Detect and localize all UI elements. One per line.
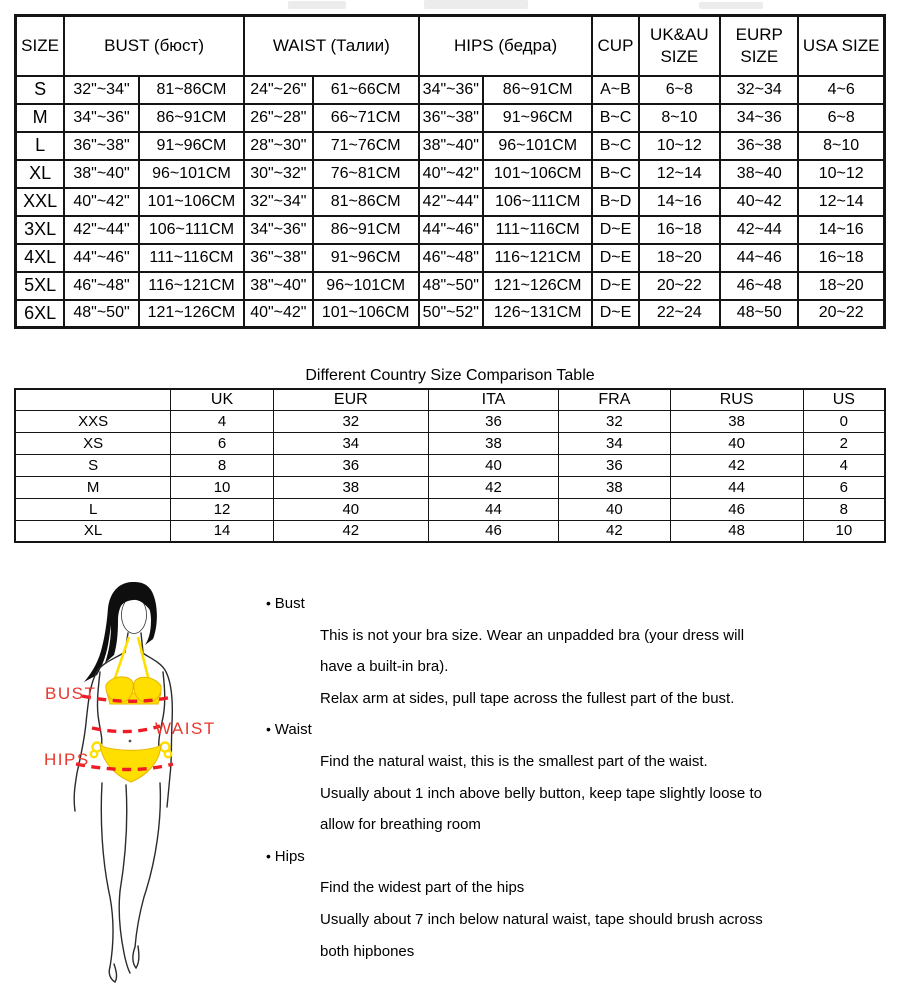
size-chart-cell: 36~38: [720, 132, 798, 160]
size-chart-cell: 16~18: [639, 216, 721, 244]
size-chart-cell: 46~48: [720, 272, 798, 300]
size-chart-cell: 32~34: [720, 76, 798, 104]
comparison-table-cell: 8: [171, 454, 274, 476]
comparison-table-row: [15, 498, 885, 520]
note-line: Find the widest part of the hips: [320, 879, 525, 897]
comparison-table-cell: 4: [171, 410, 274, 432]
comparison-table-cell: 34: [559, 432, 670, 454]
size-chart-cell: 106~111CM: [483, 188, 592, 216]
note-line: This is not your bra size. Wear an unpadded bra (your dress will: [320, 626, 745, 644]
size-chart-cell: B~C: [592, 104, 638, 132]
note-section-title: • Waist: [263, 714, 895, 746]
comparison-table: [14, 388, 886, 543]
watermark-smudge: [424, 0, 528, 9]
size-chart-header-cell: WAIST (Талии): [244, 16, 419, 76]
size-chart-header-cell: SIZE: [16, 16, 65, 76]
size-chart-cell: 36"~38": [244, 244, 313, 272]
comparison-table-header: [15, 389, 885, 410]
note-section-title: • Bust: [263, 588, 895, 620]
size-chart-cell: 40"~42": [244, 300, 313, 328]
size-chart-cell: 5XL: [16, 272, 65, 300]
size-chart-cell: 101~106CM: [139, 188, 244, 216]
comparison-table-cell: 46: [428, 520, 558, 542]
comparison-table-cell: 0: [803, 410, 885, 432]
size-chart-cell: A~B: [592, 76, 638, 104]
size-chart-cell: 81~86CM: [139, 76, 244, 104]
comparison-table-cell: 40: [428, 454, 558, 476]
comparison-table-header-cell: RUS: [670, 389, 803, 410]
comparison-table-row: [15, 410, 885, 432]
comparison-table-cell: 42: [559, 520, 670, 542]
size-chart-cell: 46"~48": [64, 272, 139, 300]
size-chart-cell: 20~22: [798, 300, 884, 328]
size-chart-cell: 18~20: [639, 244, 721, 272]
size-chart-cell: 40~42: [720, 188, 798, 216]
size-chart-cell: 10~12: [639, 132, 721, 160]
size-chart-cell: XXL: [16, 188, 65, 216]
size-chart-cell: 81~86CM: [313, 188, 419, 216]
note-line: Usually about 1 inch above belly button, keep tape slightly loose to: [320, 784, 762, 802]
size-chart-cell: 32"~34": [244, 188, 313, 216]
size-chart-cell: D~E: [592, 216, 638, 244]
comparison-table-cell: 40: [670, 432, 803, 454]
size-chart-cell: 91~96CM: [483, 104, 592, 132]
comparison-table-body: [15, 410, 885, 542]
size-chart-cell: 3XL: [16, 216, 65, 244]
size-chart-cell: D~E: [592, 272, 638, 300]
size-chart-cell: S: [16, 76, 65, 104]
figure-hips-label: HIPS: [44, 750, 90, 769]
size-chart-cell: 18~20: [798, 272, 884, 300]
comparison-table-header-cell: ITA: [428, 389, 558, 410]
comparison-table-cell: 4: [803, 454, 885, 476]
size-chart-cell: 10~12: [798, 160, 884, 188]
size-chart-row: [16, 104, 885, 132]
comparison-table-cell: XS: [15, 432, 171, 454]
comparison-table-cell: 36: [428, 410, 558, 432]
comparison-table-cell: 32: [559, 410, 670, 432]
size-chart-cell: 91~96CM: [313, 244, 419, 272]
bikini-bottom: [91, 743, 171, 783]
size-chart-cell: 111~116CM: [139, 244, 244, 272]
size-chart-cell: M: [16, 104, 65, 132]
size-chart-row: [16, 160, 885, 188]
size-chart-cell: 38"~40": [419, 132, 483, 160]
size-chart-cell: 32"~34": [64, 76, 139, 104]
comparison-table-cell: 14: [171, 520, 274, 542]
comparison-table-cell: 34: [273, 432, 428, 454]
comparison-table-cell: S: [15, 454, 171, 476]
size-chart-table: [14, 14, 886, 329]
size-chart-cell: 38"~40": [64, 160, 139, 188]
size-chart-cell: 48"~50": [64, 300, 139, 328]
size-chart-cell: 36"~38": [419, 104, 483, 132]
figure-waist-label: WAIST: [155, 719, 216, 738]
size-chart-cell: 8~10: [798, 132, 884, 160]
comparison-table-cell: 6: [803, 476, 885, 498]
size-chart-cell: 30"~32": [244, 160, 313, 188]
size-chart-cell: L: [16, 132, 65, 160]
size-chart-cell: 121~126CM: [139, 300, 244, 328]
size-chart-cell: 71~76CM: [313, 132, 419, 160]
size-chart-cell: 28"~30": [244, 132, 313, 160]
size-chart-cell: 4~6: [798, 76, 884, 104]
comparison-table-cell: 38: [559, 476, 670, 498]
size-chart-header: [16, 16, 885, 76]
size-chart-cell: 38"~40": [244, 272, 313, 300]
size-chart-cell: 121~126CM: [483, 272, 592, 300]
size-chart-cell: 44~46: [720, 244, 798, 272]
measurement-figure: [20, 575, 250, 985]
comparison-table-cell: 6: [171, 432, 274, 454]
size-chart-cell: 4XL: [16, 244, 65, 272]
size-chart-cell: 34~36: [720, 104, 798, 132]
size-chart-cell: 12~14: [798, 188, 884, 216]
size-chart-cell: 34"~36": [244, 216, 313, 244]
watermark-smudge: [288, 1, 346, 9]
navel-dot: [129, 740, 132, 743]
size-chart-cell: 66~71CM: [313, 104, 419, 132]
note-line: both hipbones: [320, 942, 415, 960]
size-chart-row: [16, 76, 885, 104]
comparison-table-cell: 36: [559, 454, 670, 476]
size-chart-header-cell: EURP SIZE: [720, 16, 798, 76]
size-chart-cell: 22~24: [639, 300, 721, 328]
size-chart-cell: 24"~26": [244, 76, 313, 104]
comparison-table-row: [15, 432, 885, 454]
size-chart-cell: 116~121CM: [483, 244, 592, 272]
size-chart-cell: 20~22: [639, 272, 721, 300]
note-line: allow for breathing room: [320, 816, 481, 834]
size-chart-header-cell: HIPS (бедра): [419, 16, 593, 76]
comparison-table-cell: 46: [670, 498, 803, 520]
comparison-table-cell: 12: [171, 498, 274, 520]
size-chart-cell: B~C: [592, 160, 638, 188]
size-chart-cell: 34"~36": [419, 76, 483, 104]
size-chart-cell: 16~18: [798, 244, 884, 272]
size-chart-cell: 106~111CM: [139, 216, 244, 244]
comparison-table-header-row: [15, 389, 885, 410]
watermark-smudge: [699, 2, 763, 9]
size-chart-cell: 86~91CM: [483, 76, 592, 104]
size-chart-cell: B~D: [592, 188, 638, 216]
size-chart-cell: 91~96CM: [139, 132, 244, 160]
comparison-table-cell: 36: [273, 454, 428, 476]
note-line: Usually about 7 inch below natural waist, tape should brush across: [320, 910, 763, 928]
comparison-table-cell: 40: [559, 498, 670, 520]
comparison-table-cell: XL: [15, 520, 171, 542]
size-chart-cell: 96~101CM: [139, 160, 244, 188]
comparison-table-cell: 10: [171, 476, 274, 498]
size-chart-cell: 48"~50": [419, 272, 483, 300]
size-chart-cell: 34"~36": [64, 104, 139, 132]
figure-bust-label: BUST: [45, 684, 97, 703]
size-chart-cell: 101~106CM: [483, 160, 592, 188]
size-chart-cell: 86~91CM: [139, 104, 244, 132]
size-chart-cell: 86~91CM: [313, 216, 419, 244]
size-chart-cell: 40"~42": [64, 188, 139, 216]
comparison-table-title: Different Country Size Comparison Table: [305, 367, 595, 384]
size-chart-cell: 6~8: [639, 76, 721, 104]
size-chart-row: [16, 216, 885, 244]
comparison-table-cell: 8: [803, 498, 885, 520]
body-sketch-illustration: [20, 575, 250, 985]
note-section-title: • Hips: [263, 841, 895, 873]
comparison-table-cell: 48: [670, 520, 803, 542]
size-chart-cell: D~E: [592, 300, 638, 328]
size-chart-row: [16, 300, 885, 328]
size-chart-cell: 44"~46": [419, 216, 483, 244]
size-chart-cell: B~C: [592, 132, 638, 160]
comparison-table-cell: 38: [428, 432, 558, 454]
size-chart-header-row: [16, 16, 885, 76]
comparison-table-cell: XXS: [15, 410, 171, 432]
comparison-table-header-cell: FRA: [559, 389, 670, 410]
size-chart-header-cell: UK&AU SIZE: [639, 16, 721, 76]
measurement-notes: [263, 588, 895, 967]
comparison-table-cell: 42: [670, 454, 803, 476]
size-chart-cell: 48~50: [720, 300, 798, 328]
comparison-table-cell: 42: [273, 520, 428, 542]
size-chart-cell: 42"~44": [419, 188, 483, 216]
comparison-table-cell: L: [15, 498, 171, 520]
size-chart-cell: 111~116CM: [483, 216, 592, 244]
comparison-table-header-cell: [15, 389, 171, 410]
size-chart-cell: 12~14: [639, 160, 721, 188]
size-chart-cell: 50"~52": [419, 300, 483, 328]
size-chart-cell: 42~44: [720, 216, 798, 244]
note-line: have a built-in bra).: [320, 658, 449, 676]
size-chart-cell: 36"~38": [64, 132, 139, 160]
comparison-table-header-cell: EUR: [273, 389, 428, 410]
comparison-table-cell: 38: [670, 410, 803, 432]
size-chart-cell: 6~8: [798, 104, 884, 132]
size-chart-row: [16, 244, 885, 272]
size-chart-cell: 61~66CM: [313, 76, 419, 104]
size-chart-cell: 46"~48": [419, 244, 483, 272]
comparison-table-cell: 42: [428, 476, 558, 498]
comparison-table-row: [15, 454, 885, 476]
size-chart-row: [16, 132, 885, 160]
comparison-table-header-cell: US: [803, 389, 885, 410]
size-chart-cell: 42"~44": [64, 216, 139, 244]
size-chart-cell: 6XL: [16, 300, 65, 328]
size-chart-cell: 76~81CM: [313, 160, 419, 188]
comparison-table-cell: 38: [273, 476, 428, 498]
size-chart-cell: 40"~42": [419, 160, 483, 188]
size-chart-cell: 101~106CM: [313, 300, 419, 328]
note-line: Relax arm at sides, pull tape across the fullest part of the bust.: [320, 689, 735, 707]
size-chart-cell: 26"~28": [244, 104, 313, 132]
comparison-table-cell: 44: [428, 498, 558, 520]
comparison-table-cell: 10: [803, 520, 885, 542]
comparison-table-row: [15, 476, 885, 498]
comparison-table-cell: 2: [803, 432, 885, 454]
size-chart-body: [16, 76, 885, 328]
size-chart-cell: 116~121CM: [139, 272, 244, 300]
comparison-table-row: [15, 520, 885, 542]
comparison-table-cell: 32: [273, 410, 428, 432]
size-chart-cell: 96~101CM: [483, 132, 592, 160]
size-chart-cell: XL: [16, 160, 65, 188]
size-chart-cell: 14~16: [798, 216, 884, 244]
size-chart-cell: 8~10: [639, 104, 721, 132]
size-chart-header-cell: USA SIZE: [798, 16, 884, 76]
size-chart-cell: 126~131CM: [483, 300, 592, 328]
size-chart-row: [16, 272, 885, 300]
size-chart-cell: 38~40: [720, 160, 798, 188]
waist-measure-line: [92, 726, 160, 732]
size-chart-header-cell: BUST (бюст): [64, 16, 244, 76]
comparison-table-cell: M: [15, 476, 171, 498]
comparison-table-header-cell: UK: [171, 389, 274, 410]
size-chart-cell: 14~16: [639, 188, 721, 216]
comparison-table-cell: 44: [670, 476, 803, 498]
note-line: Find the natural waist, this is the smallest part of the waist.: [320, 752, 708, 770]
comparison-table-cell: 40: [273, 498, 428, 520]
size-chart-cell: D~E: [592, 244, 638, 272]
size-chart-row: [16, 188, 885, 216]
size-chart-header-cell: CUP: [592, 16, 638, 76]
size-chart-cell: 44"~46": [64, 244, 139, 272]
size-chart-cell: 96~101CM: [313, 272, 419, 300]
